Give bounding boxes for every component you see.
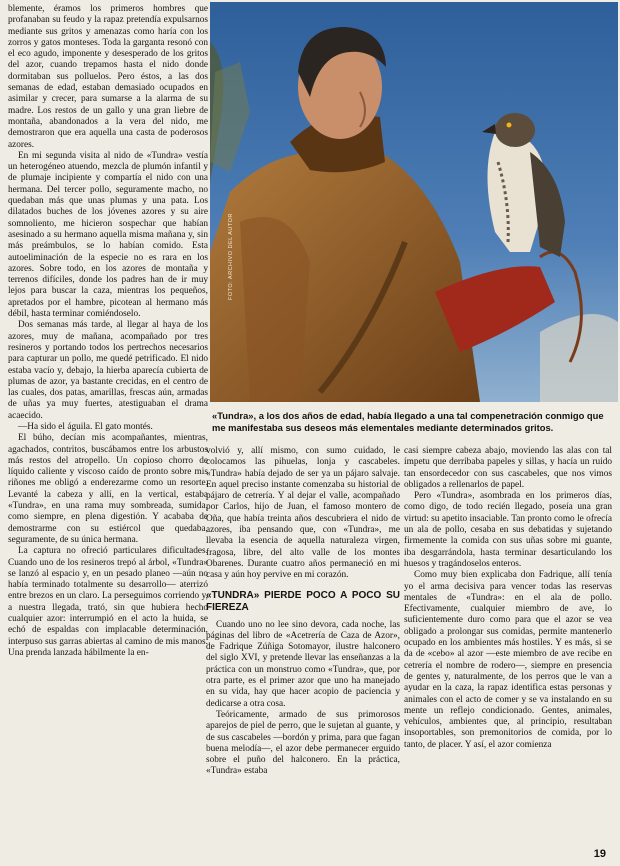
photo-caption: «Tundra», a los dos años de edad, había llegado a una tal compenetración conmigo que me manifestaba sus deseos más elementales mediante determinados gritos.	[212, 410, 604, 433]
paragraph: Teóricamente, armado de sus primorosos aparejos de piel de perro, que le sujetan al guante, y de sus cascabeles —bordón y prima, para que fagan buena melodía—, el azor debe permanecer erguido sobre el puño del halconero. En la práctica, «Tundra» estaba	[206, 709, 400, 777]
paragraph: volvió y, allí mismo, con sumo cuidado, le colocamos las pihuelas, lonja y cascabeles. «Tundra» había dejado de ser ya un pájaro salvaje. En aquel preciso instante comenzaba su historial de pájaro de cetrería. Y al dejar el valle, acompañado por Carlos, hijo de Juan, el famoso montero de Oña, que había treinta años descubriera el nido de azores, iba pensando que, con «Tundra», me llevaba la esencia de aquella naturaleza virgen, fragosa, libre, del alto valle de los montes Obarenes. Durante cuatro años permaneció en mi casa y aún hoy pervive en mi corazón.	[206, 446, 400, 581]
paragraph: —Ha sido el águila. El gato montés.	[18, 421, 153, 432]
paragraph: La captura no ofreció particulares dificultades. Cuando uno de los resineros trepó al árbol, «Tundra» se lanzó al espacio y, en un pesado planeo —aún no había terminado totalmente su desarrollo— aterrizó entre brezos en un claro. La perseguimos corriendo y, a nuestra llegada, trató, sin que hubiera hecho cualquier azor: interrumpió en el acto la huida, se echó de espaldas con implacable determinación, interpuso sus garras abiertas al camino de mis manos. Una prenda lanzada hábilmente la en-	[8, 546, 208, 658]
paragraph: Dos semanas más tarde, al llegar al haya de los azores, muy de mañana, acompañado por tres resineros y portando todos los pertrechos necesarios para capturar un pollo, me quedé petrificado. El nido estaba vacío y, debajo, la hierba aparecía cubierta de plumas de azor, ya bastante crecidas, en el centro de las cuales, dos patas, amarillas, frescas aún, armadas de uñas ya muy fuertes, atestiguaban el drama acaecido.	[8, 320, 208, 421]
page-number: 19	[593, 848, 606, 860]
paragraph: Como muy bien explicaba don Fadrique, allí tenía yo el arma decisiva para vencer todas las reservas mentales de «Tundra»: en el ala de pollo. Efectivamente, cualquier miembro de ave, lo suficientemente duro como para que el azor se vea obligado a prolongar sus comidas, permite mantenerlo ocupado en los ambientes más hostiles. Y es más, si se da de «cebo» al azor —este miembro de ave recibe en cetrería el nombre de rodero—, siempre en presencia de gentes y, naturalmente, de los perros que le van a ayudar en la caza, la rapaz identifica estas personas y animales con el acto de comer y se va instalando en su mente un reflejo condicionado. Gentes, animales, vehículos, ambientes que, al principio, resultaban insoportables, son premonitorios de comida, por lo tanto, de placer. Y así, el azor comienza	[404, 570, 612, 750]
paragraph: Cuando uno no lee sino devora, cada noche, las páginas del libro de «Acetrería de Caza de Azor», de Fadrique Zúñiga Sotomayor, ilustre halconero del siglo XVI, y pretende llevar las enseñanzas a la práctica con un monstruo como «Tundra», que, por otra parte, es el primer azor que uno ha manejado en su vida, hay que hacer acopio de paciencia y dedicarse a otra cosa.	[206, 619, 400, 709]
left-text-column	[8, 4, 208, 860]
middle-text-column	[206, 446, 400, 860]
photo-credit: FOTO: ARCHIVO DEL AUTOR	[228, 213, 234, 300]
paragraph: Pero «Tundra», asombrada en los primeros días, como digo, de todo recién llegado, poseía una gran virtud: su apetito insaciable. Tan pronto como le ofrecía un ala de pollo, cesaba en sus debatidas y sujetando firmemente la comida con sus uñas sobre mi guante, iba desgarrándola, hasta terminar desarticulando los huesos y tragándoselos enteros.	[404, 491, 612, 569]
paragraph: El búho, decían mis acompañantes, mientras, agachados, contritos, buscábamos entre los arbustos más restos del atropello. Un copioso chorro de líquido caliente y viscoso caído de pronto sobre mis riñones me obligó a enderezarme como un resorte. Levanté la cabeza y allí, en la vertical, estaba «Tundra», en una rama muy sombreada, sumida, como siempre, en plena digestión. Y acababa de demostrarme con su estiércol que quedaba, seguramente, de su única hermana.	[8, 433, 208, 545]
right-text-column	[404, 446, 612, 860]
man-with-goshawk-photo	[210, 2, 618, 402]
paragraph: En mi segunda visita al nido de «Tundra» vestía un heterogéneo atuendo, mezcla de plumón infantil y de plumaje incipiente y compartía el nido con una hermana. Del tercer pollo, seguramente macho, no quedaban más que unas plumas y una pata. Los dilatados buches de los jóvenes azores y su aire somnoliento, me hicieron sospechar que habían asesinado a su hermano aquella misma mañana y, sin más preámbulos, se lo habían comido. Esta autoeliminación de la especie no es rara en los azores. Sobre todo, en los azores de montaña y terrenos difíciles, donde los padres han de ir muy lejos para buscar la caza, mientras los pequeños, apretados por el hambre, picotean al hermano más débil, hasta terminar comiéndoselo.	[8, 150, 208, 320]
paragraph: blemente, éramos los primeros hombres que profanaban su feudo y la rapaz pretendía expulsarnos mediante sus gritos y amenazas como haría con los zorros y gatos monteses. Toda la garganta resonó con el eco agudo, imponente y desesperado de los gritos del azor, cuando trepamos hasta el nido donde dormitaban sus polluelos. Pero éstos, a las dos semanas de edad, estaban demasiado ocupados en asimilar y crecer, para sumarse a la alarma de su madre. Los restos de un gallo y una gran liebre de montaña, abandonados a la vera del nido, me demostraron que era aquella una casta de poderosos azores.	[8, 4, 208, 150]
paragraph: casi siempre cabeza abajo, moviendo las alas con tal ímpetu que derribaba papeles y sillas, y hacía un ruido tan ensordecedor con sus cascabeles, que nos vimos obligados a rellenarlos de papel.	[404, 446, 612, 490]
section-subheading: «TUNDRA» PIERDE POCO A POCO SU FIEREZA	[206, 589, 400, 613]
